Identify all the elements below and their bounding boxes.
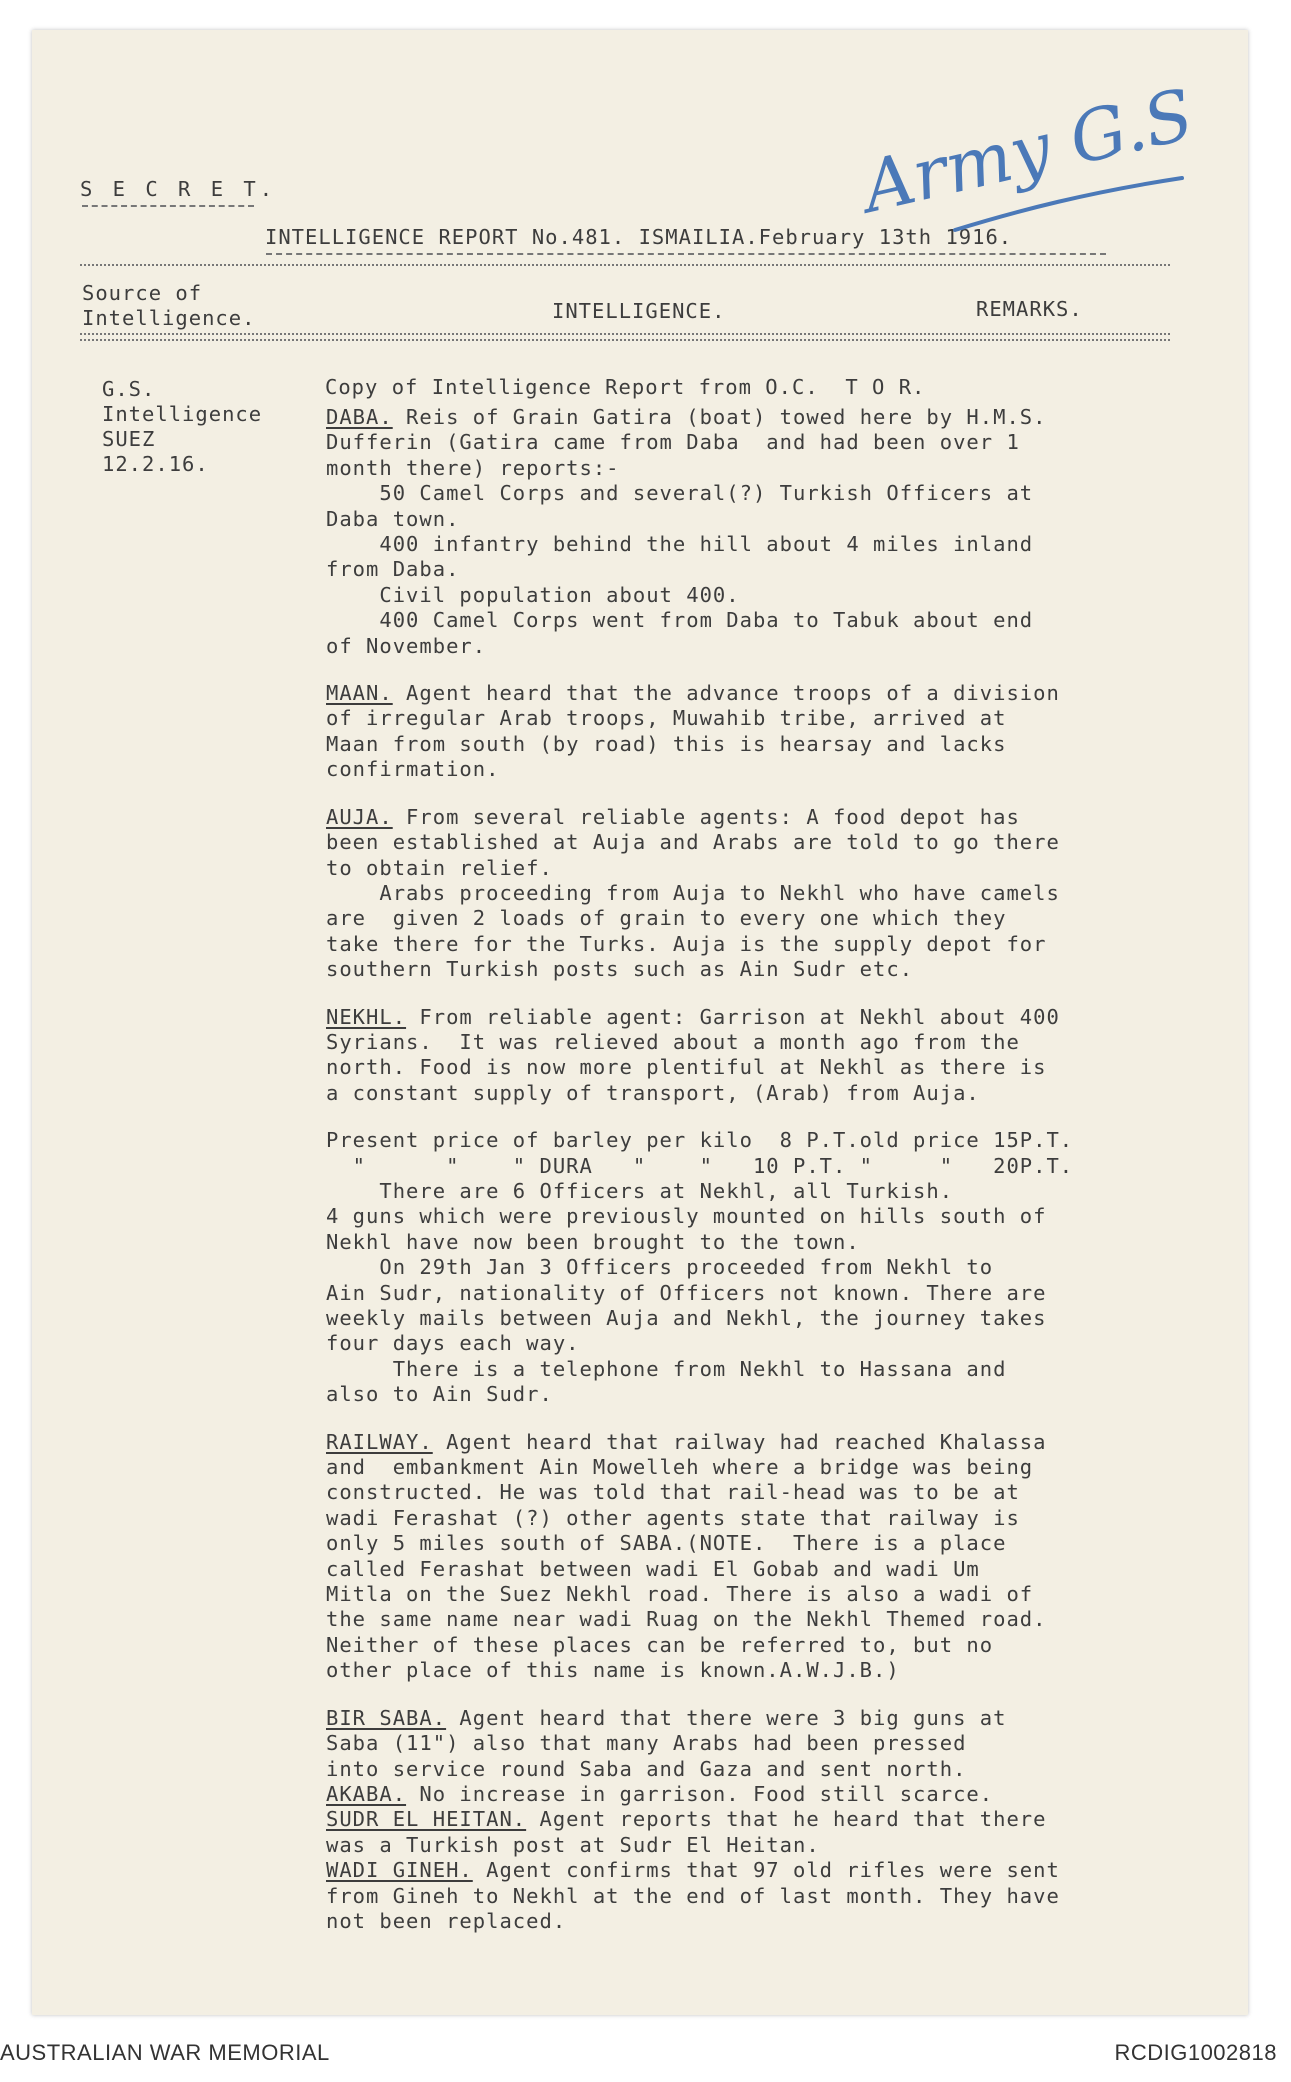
paragraph-line: Civil population about 400. (326, 582, 740, 607)
intelligence-body (326, 405, 1073, 1956)
paragraph-first-text: No increase in garrison. Food still scarce. (406, 1781, 994, 1806)
paragraph-line: only 5 miles south of SABA.(NOTE. There is a place (326, 1531, 1007, 1556)
paragraph-line (326, 681, 1073, 706)
footer-reference: RCDIG1002818 (1114, 2040, 1277, 2065)
paragraph-line: month there) reports:- (326, 455, 620, 480)
paragraph-line: Arabs proceeding from Auja to Nekhl who have camels (326, 880, 1060, 905)
intelligence-paragraph (326, 1430, 1073, 1684)
secret-underline (82, 205, 254, 207)
paragraph-line (326, 1807, 1073, 1832)
paragraph-line (326, 805, 1073, 830)
paragraph-first-text: Agent confirms that 97 old rifles were sent (472, 1858, 1060, 1883)
paragraph-line: not been replaced. (326, 1908, 567, 1933)
paragraph-line: are given 2 loads of grain to every one which they (326, 906, 1007, 931)
paragraph-line: wadi Ferashat (?) other agents state that railway is (326, 1505, 1020, 1530)
paragraph-first-text: Agent heard that the advance troops of a division (392, 681, 1060, 706)
paragraph-line (326, 1128, 1073, 1153)
paragraph-heading: RAILWAY. (326, 1429, 433, 1454)
paragraph-heading: BIR SABA. (326, 1705, 447, 1730)
paragraph-line: also to Ain Sudr. (326, 1382, 553, 1407)
paragraph-line: confirmation. (326, 757, 500, 782)
paragraph-heading: MAAN. (326, 681, 393, 706)
intelligence-paragraph (326, 1128, 1073, 1407)
paragraph-line: 4 guns which were previously mounted on hills south of (326, 1204, 1047, 1229)
paragraph-line: from Gineh to Nekhl at the end of last month. They have (326, 1883, 1060, 1908)
paragraph-line (326, 1430, 1073, 1455)
header-separator-bottom-2 (80, 339, 1170, 341)
paragraph-line (326, 1858, 1073, 1883)
column-source-label-1: Source of (82, 281, 203, 305)
paragraph-line (326, 1782, 1073, 1807)
paragraph-first-text: Agent heard that there were 3 big guns at (446, 1705, 1007, 1730)
paragraph-line: from Daba. (326, 557, 460, 582)
source-line: SUEZ (102, 427, 156, 451)
paragraph-line: southern Turkish posts such as Ain Sudr etc. (326, 957, 914, 982)
column-source-label-2: Intelligence. (82, 306, 256, 330)
annotation-pen-stroke (950, 170, 1190, 240)
paragraph-line (326, 1706, 1073, 1731)
intelligence-paragraph (326, 405, 1073, 659)
paragraph-line: weekly mails between Auja and Nekhl, the journey takes (326, 1306, 1047, 1330)
paragraph-line: of irregular Arab troops, Muwahib tribe, arrived at (326, 706, 1007, 731)
paragraph-line: Saba (11") also that many Arabs had been pressed (326, 1731, 967, 1756)
paragraph-line: Daba town. (326, 506, 460, 531)
paragraph-line (326, 1005, 1073, 1030)
paragraph-line: been established at Auja and Arabs are told to go there (326, 830, 1060, 855)
paragraph-line: of November. (326, 633, 487, 658)
paragraph-line: Mitla on the Suez Nekhl road. There is also a wadi of (326, 1582, 1034, 1607)
intelligence-paragraph (326, 1782, 1073, 1807)
paragraph-line: and embankment Ain Mowelleh where a bridge was being (326, 1455, 1034, 1480)
intelligence-paragraph (326, 681, 1073, 783)
paragraph-line: take there for the Turks. Auja is the supply depot for (326, 931, 1047, 956)
handwritten-annotation: Army G.S (855, 73, 1201, 229)
column-intelligence-label: INTELLIGENCE. (552, 299, 726, 323)
paragraph-line: On 29th Jan 3 Officers proceeded from Nekhl to (326, 1255, 994, 1280)
paragraph-heading: NEKHL. (326, 1004, 407, 1029)
source-line: 12.2.16. (102, 452, 209, 476)
paragraph-line: 400 infantry behind the hill about 4 miles inland (326, 532, 1034, 557)
paragraph-line: called Ferashat between wadi El Gobab and wadi Um (326, 1556, 980, 1581)
paragraph-heading: WADI GINEH. (326, 1858, 473, 1883)
paragraph-heading: AUJA. (326, 804, 393, 829)
paragraph-line: Neither of these places can be referred to, but no (326, 1632, 994, 1657)
paragraph-heading: DABA. (326, 405, 393, 429)
paragraph-heading: SUDR EL HEITAN. (326, 1807, 527, 1832)
paragraph-first-text: From reliable agent: Garrison at Nekhl about 400 (406, 1004, 1060, 1029)
paragraph-line: Ain Sudr, nationality of Officers not known. There are (326, 1280, 1047, 1305)
source-line: Intelligence (102, 402, 263, 426)
secret-label: S E C R E T. (80, 177, 277, 201)
intelligence-paragraph (326, 805, 1073, 983)
paragraph-line: There is a telephone from Nekhl to Hassana and (326, 1356, 1007, 1381)
paragraph-line: " " " DURA " " 10 P.T. " " 20P.T. (326, 1153, 1074, 1178)
paragraph-first-text: Reis of Grain Gatira (boat) towed here by H.M.S. (392, 405, 1047, 429)
footer-institution: AUSTRALIAN WAR MEMORIAL (0, 2040, 330, 2065)
paragraph-line: a constant supply of transport, (Arab) from Auja. (326, 1080, 980, 1105)
copy-line: Copy of Intelligence Report from O.C. T O R. (325, 375, 926, 399)
paragraph-line: 400 Camel Corps went from Daba to Tabuk about end (326, 608, 1034, 633)
paragraph-first-text: Agent reports that he heard that there (526, 1807, 1047, 1832)
paragraph-first-text: Agent heard that railway had reached Khalassa (432, 1429, 1047, 1454)
header-separator-bottom (80, 333, 1170, 335)
paragraph-line: four days each way. (326, 1331, 580, 1356)
intelligence-paragraph (326, 1706, 1073, 1782)
column-remarks-label: REMARKS. (976, 297, 1083, 321)
header-separator-top (80, 264, 1170, 266)
paragraph-line: Maan from south (by road) this is hearsay and lacks (326, 731, 1007, 756)
paragraph-line: to obtain relief. (326, 855, 553, 880)
paragraph-line: 50 Camel Corps and several(?) Turkish Officers at (326, 481, 1034, 506)
title-underline (266, 253, 1106, 255)
paragraph-heading: AKABA. (326, 1781, 407, 1806)
paragraph-line (326, 405, 1073, 430)
paragraph-line: other place of this name is known.A.W.J.B.) (326, 1658, 900, 1683)
intelligence-paragraph (326, 1858, 1073, 1934)
paragraph-line: constructed. He was told that rail-head was to be at (326, 1480, 1020, 1505)
intelligence-paragraph (326, 1807, 1073, 1858)
paragraph-line: north. Food is now more plentiful at Nekhl as there is (326, 1055, 1047, 1080)
intelligence-paragraph (326, 1005, 1073, 1107)
paragraph-line: Syrians. It was relieved about a month ago from the (326, 1029, 1020, 1054)
paragraph-line: Dufferin (Gatira came from Daba and had been over 1 (326, 430, 1020, 455)
paragraph-line: Nekhl have now been brought to the town. (326, 1229, 860, 1254)
report-title: INTELLIGENCE REPORT No.481. ISMAILIA.February 13th 1916. (265, 225, 1013, 249)
source-line: G.S. (102, 377, 156, 401)
paragraph-line: the same name near wadi Ruag on the Nekhl Themed road. (326, 1607, 1047, 1632)
paragraph-line: into service round Saba and Gaza and sent north. (326, 1756, 967, 1781)
paragraph-first-text: Present price of barley per kilo 8 P.T.old price 15P.T. (326, 1128, 1074, 1153)
paragraph-first-text: From several reliable agents: A food depot has (392, 804, 1020, 829)
paragraph-line: was a Turkish post at Sudr El Heitan. (326, 1832, 820, 1857)
paragraph-line: There are 6 Officers at Nekhl, all Turkish. (326, 1178, 954, 1203)
